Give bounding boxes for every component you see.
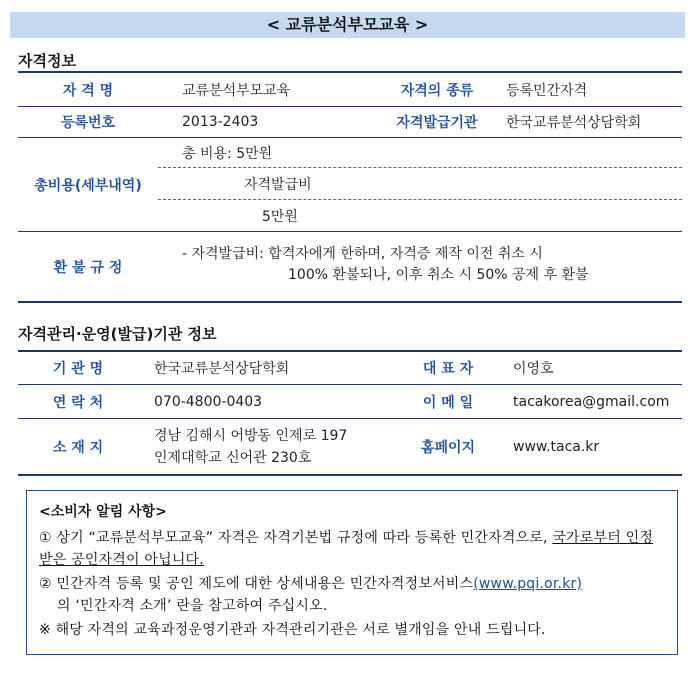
name-value: 교류분석부모교육: [182, 82, 291, 99]
rep-label: 대 표 자: [422, 361, 474, 377]
phone-value: 070-4800-0403: [154, 393, 263, 410]
row-refund: [18, 232, 682, 301]
pqi-link[interactable]: (www.pqi.or.kr): [473, 576, 583, 592]
home-label: 홈페이지: [420, 439, 476, 456]
refund-line1: - 자격발급비: 합격자에게 한하며, 자격증 제작 이전 취소 시: [182, 246, 543, 262]
addr-label: 소 재 지: [52, 439, 104, 456]
addr-line2: 인제대학교 신어관 230호: [154, 449, 312, 466]
type-value: 등록민간자격: [506, 82, 588, 99]
email-value: tacakorea@gmail.com: [513, 393, 670, 410]
notice-item-3: ※ 해당 자격의 교육과정운영기관과 자격관리기관은 서로 별개임을 안내 드립니다.: [39, 622, 546, 638]
consumer-notice: [26, 490, 678, 655]
notice-item-1-underlined: 국가로부터 인정받은 공인자격이 아닙니다.: [39, 530, 654, 568]
notice-item-1-text: ① 상기 “교류분석부모교육” 자격은 자격기본법 규정에 따라 등록한 민간자격으로,: [39, 530, 553, 546]
phone-label: 연 락 처: [52, 394, 104, 411]
cost-total: 총 비용: 5만원: [158, 138, 682, 168]
agency-heading: 자격관리·운영(발급)기관 정보: [18, 325, 217, 343]
rep-value: 이영호: [513, 361, 554, 377]
issuer-label: 자격발급기관: [396, 115, 478, 131]
row-reg: [18, 107, 682, 138]
row-phone: [18, 385, 682, 419]
refund-line2: 100% 환불되나, 이후 취소 시 50% 공제 후 환불: [288, 267, 589, 283]
addr-line1: 경남 김해시 어방동 인제로 197: [154, 427, 348, 444]
refund-label: 환 불 규 정: [53, 259, 123, 276]
type-label: 자격의 종류: [400, 82, 474, 99]
cost-amount: 5만원: [262, 209, 298, 225]
row-name: [18, 73, 682, 107]
cost-item: 자격발급비: [158, 168, 682, 200]
page-title: < 교류분석부모교육 >: [10, 12, 685, 38]
cost-detail: [158, 138, 682, 231]
row-addr: [18, 419, 682, 474]
notice-item-2-suffix: 의 ‘민간자격 소개’ 란을 참고하여 주십시오.: [57, 598, 328, 614]
reg-label: 등록번호: [60, 115, 116, 131]
refund-detail: [158, 232, 682, 301]
notice-item-2: [39, 573, 665, 617]
name-label: 자 격 명: [62, 82, 114, 99]
org-label: 기 관 명: [52, 361, 104, 377]
issuer-value: 한국교류분석상담학회: [506, 115, 642, 131]
qualification-table: [18, 71, 682, 303]
reg-value: 2013-2403: [182, 114, 259, 130]
email-label: 이 메 일: [422, 394, 474, 411]
org-value: 한국교류분석상담학회: [154, 361, 290, 377]
agency-table: [18, 350, 682, 476]
addr-value: [138, 419, 393, 474]
qualification-heading: 자격정보: [18, 52, 76, 70]
home-value: www.taca.kr: [513, 438, 600, 455]
cost-label: 총비용(세부내역): [34, 177, 142, 194]
notice-item-1: [39, 527, 665, 571]
row-cost: [18, 138, 682, 232]
notice-item-2-text: ② 민간자격 등록 및 공인 제도에 대한 상세내용은 민간자격정보서비스: [39, 576, 474, 592]
row-org: [18, 352, 682, 385]
notice-title: <소비자 알림 사항>: [39, 504, 167, 520]
